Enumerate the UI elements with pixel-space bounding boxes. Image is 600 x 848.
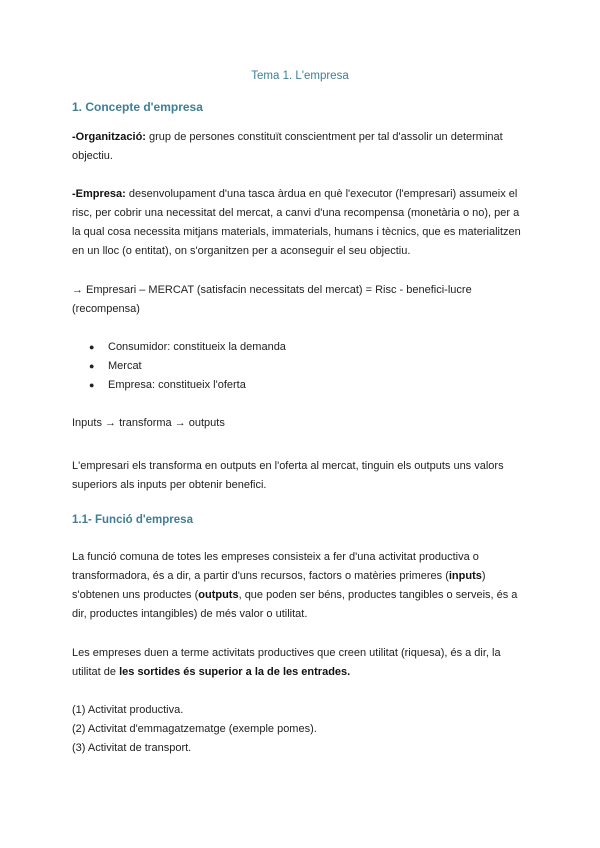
- text: desenvolupament d'una tasca àrdua en què l'executor (l'empresari) assumeix el: [125, 188, 518, 200]
- term-empresa: -Empresa:: [72, 188, 126, 200]
- bullet-icon: ●: [89, 380, 95, 390]
- bullet-list: [72, 338, 286, 395]
- term-inputs: inputs: [448, 570, 482, 582]
- list-item: (2) Activitat d'emmagatzematge (exemple pomes).: [72, 723, 317, 735]
- text: utilitat de: [72, 666, 120, 678]
- text: L'empresari els transforma en outputs en l'oferta al mercat, tinguin els outputs uns valors: [72, 460, 504, 472]
- paragraph-empresari: [72, 457, 534, 495]
- emphasis-sortides: les sortides és superior a la de les entrades.: [119, 666, 351, 678]
- paragraph-formula: [72, 281, 534, 319]
- term-organitzacio: -Organització:: [72, 131, 146, 143]
- text: superiors als inputs per obtenir benefici.: [72, 479, 267, 491]
- text: Les empreses duen a terme activitats productives que creen utilitat (riquesa), és a dir, la: [72, 647, 501, 659]
- text: dir, productes intangibles) de més valor o utilitat.: [72, 608, 308, 620]
- text: → Empresari – MERCAT (satisfacin necessitats del mercat) = Risc - benefici-lucre: [72, 284, 472, 296]
- text: s'obtenen uns productes (: [72, 589, 199, 601]
- paragraph-organitzacio: [72, 128, 534, 166]
- list-item: ● Empresa: constitueix l'oferta: [72, 376, 286, 395]
- paragraph-utilitat: [72, 644, 534, 682]
- list-item: (3) Activitat de transport.: [72, 742, 192, 754]
- text: en un lloc (o entitat), on s'organitzen per a aconseguir el seu objectiu.: [72, 245, 411, 257]
- text: transformadora, és a dir, a partir d'uns recursos, factors o matèries primeres (: [72, 570, 449, 582]
- list-item: (1) Activitat productiva.: [72, 704, 184, 716]
- text: ): [481, 570, 486, 582]
- inputs-outputs-line: Inputs → transforma → outputs: [72, 417, 225, 429]
- text: risc, per cobrir una necessitat del mercat, a canvi d'una recompensa (monetària o no), per a: [72, 207, 520, 219]
- section-heading-concepte: 1. Concepte d'empresa: [72, 100, 203, 114]
- text: (recompensa): [72, 303, 140, 315]
- list-item: ● Mercat: [72, 357, 286, 376]
- text: la qual cosa necessita mitjans materials, immaterials, humans i tècnics, que es materialitzen: [72, 226, 521, 238]
- list-item: ● Consumidor: constitueix la demanda: [72, 338, 286, 357]
- section-heading-funcio: 1.1- Funció d'empresa: [72, 514, 193, 526]
- text: , que poden ser béns, productes tangibles o serveis, és a: [238, 589, 518, 601]
- paragraph-empresa: [72, 185, 534, 261]
- bullet-icon: ●: [89, 361, 95, 371]
- document-title: Tema 1. L'empresa: [251, 70, 349, 82]
- text: grup de persones constituït conscientment per tal d'assolir un determinat: [145, 131, 503, 143]
- text: La funció comuna de totes les empreses consisteix a fer d'una activitat productiva o: [72, 551, 479, 563]
- activitats-list: [72, 701, 534, 758]
- bullet-icon: ●: [89, 342, 95, 352]
- text: objectiu.: [72, 150, 113, 162]
- paragraph-funcio: [72, 548, 534, 624]
- term-outputs: outputs: [198, 589, 239, 601]
